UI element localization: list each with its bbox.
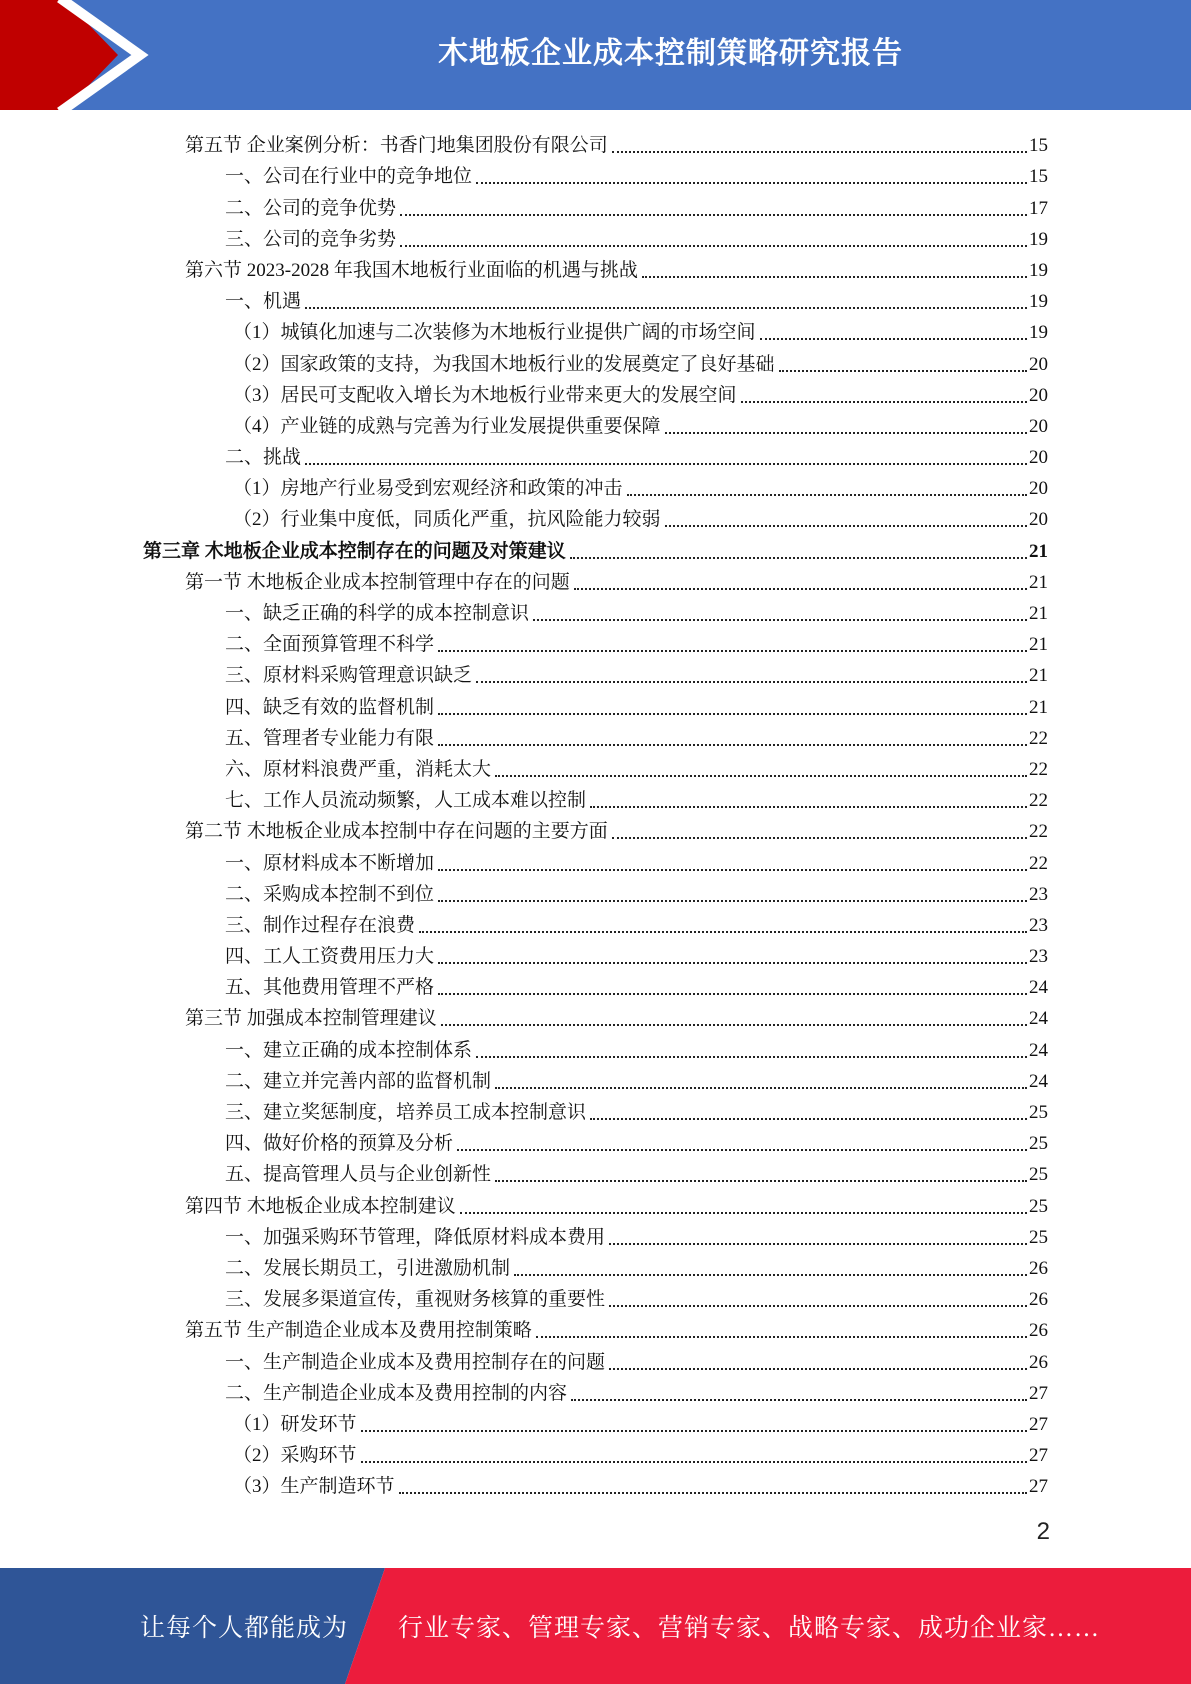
toc-dot-leader bbox=[609, 1368, 1027, 1370]
toc-dot-leader bbox=[495, 1087, 1027, 1089]
toc-dot-leader bbox=[665, 432, 1027, 434]
toc-entry-page: 23 bbox=[1029, 946, 1048, 968]
toc-entry-title: 第六节 2023-2028 年我国木地板行业面临的机遇与挑战 bbox=[185, 259, 638, 281]
page-number: 2 bbox=[1036, 1518, 1050, 1545]
toc-entry-title: 一、加强采购环节管理，降低原材料成本费用 bbox=[225, 1226, 606, 1248]
toc-entry[interactable] bbox=[143, 190, 1048, 221]
toc-dot-leader bbox=[305, 463, 1027, 465]
toc-entry-page: 25 bbox=[1029, 1195, 1048, 1217]
toc-entry-title: 第四节 木地板企业成本控制建议 bbox=[185, 1195, 456, 1217]
toc-dot-leader bbox=[665, 525, 1027, 527]
toc-entry-title: 一、机遇 bbox=[225, 291, 302, 313]
toc-dot-leader bbox=[609, 1243, 1027, 1245]
toc-entry[interactable] bbox=[143, 1126, 1048, 1157]
toc-dot-leader bbox=[779, 370, 1027, 372]
toc-entry-page: 25 bbox=[1029, 1226, 1048, 1248]
toc-entry[interactable] bbox=[143, 533, 1048, 564]
toc-entry[interactable] bbox=[143, 1095, 1048, 1126]
toc-entry[interactable] bbox=[143, 783, 1048, 814]
toc-dot-leader bbox=[438, 744, 1027, 746]
toc-entry-title: 三、公司的竞争劣势 bbox=[225, 228, 397, 250]
toc-entry-page: 26 bbox=[1029, 1289, 1048, 1311]
report-title: 木地板企业成本控制策略研究报告 bbox=[438, 36, 903, 71]
toc-dot-leader bbox=[361, 1461, 1027, 1463]
toc-entry[interactable] bbox=[143, 315, 1048, 346]
toc-entry-page: 20 bbox=[1029, 509, 1048, 531]
toc-entry[interactable] bbox=[143, 658, 1048, 689]
toc-entry-page: 21 bbox=[1029, 634, 1048, 656]
toc-entry[interactable] bbox=[143, 409, 1048, 440]
toc-entry-title: （3）生产制造环节 bbox=[233, 1476, 395, 1498]
toc-entry-page: 23 bbox=[1029, 914, 1048, 936]
toc-dot-leader bbox=[438, 713, 1027, 715]
toc-entry-title: 一、公司在行业中的竞争地位 bbox=[225, 166, 473, 188]
toc-entry-title: 二、全面预算管理不科学 bbox=[225, 634, 435, 656]
toc-entry-title: 一、原材料成本不断增加 bbox=[225, 852, 435, 874]
toc-entry-title: 三、制作过程存在浪费 bbox=[225, 914, 416, 936]
toc-entry-title: 二、发展长期员工，引进激励机制 bbox=[225, 1257, 511, 1279]
toc-entry-page: 23 bbox=[1029, 883, 1048, 905]
toc-entry[interactable] bbox=[143, 908, 1048, 939]
toc-dot-leader bbox=[460, 1212, 1027, 1214]
toc-entry-title: （2）行业集中度低，同质化严重，抗风险能力较弱 bbox=[233, 509, 661, 531]
toc-dot-leader bbox=[574, 588, 1027, 590]
toc-entry-page: 24 bbox=[1029, 977, 1048, 999]
toc-entry-title: 三、原材料采购管理意识缺乏 bbox=[225, 665, 473, 687]
toc-dot-leader bbox=[612, 837, 1027, 839]
toc-entry-title: 四、做好价格的预算及分析 bbox=[225, 1133, 454, 1155]
toc-entry[interactable] bbox=[143, 689, 1048, 720]
toc-dot-leader bbox=[441, 1024, 1027, 1026]
toc-entry-title: 第二节 木地板企业成本控制中存在问题的主要方面 bbox=[185, 821, 608, 843]
toc-dot-leader bbox=[400, 214, 1027, 216]
toc-dot-leader bbox=[457, 1149, 1027, 1151]
toc-entry[interactable] bbox=[143, 939, 1048, 970]
toc-dot-leader bbox=[438, 869, 1027, 871]
toc-entry[interactable] bbox=[143, 253, 1048, 284]
toc-entry[interactable] bbox=[143, 1438, 1048, 1469]
toc-dot-leader bbox=[399, 1492, 1027, 1494]
toc-entry-page: 15 bbox=[1029, 166, 1048, 188]
toc-entry-title: 五、提高管理人员与企业创新性 bbox=[225, 1164, 492, 1186]
toc-dot-leader bbox=[514, 1274, 1027, 1276]
toc-dot-leader bbox=[438, 900, 1027, 902]
toc-entry[interactable] bbox=[143, 128, 1048, 159]
toc-dot-leader bbox=[400, 245, 1027, 247]
toc-entry-title: 第五节 生产制造企业成本及费用控制策略 bbox=[185, 1320, 532, 1342]
toc-dot-leader bbox=[305, 307, 1027, 309]
toc-entry-page: 22 bbox=[1029, 727, 1048, 749]
header-banner bbox=[0, 0, 1191, 110]
toc-entry-title: 第一节 木地板企业成本控制管理中存在的问题 bbox=[185, 571, 570, 593]
toc-entry[interactable] bbox=[143, 1344, 1048, 1375]
toc-entry-page: 25 bbox=[1029, 1102, 1048, 1123]
toc-dot-leader bbox=[741, 401, 1027, 403]
toc-entry-page: 21 bbox=[1029, 696, 1048, 718]
toc-dot-leader bbox=[760, 338, 1027, 340]
toc-entry-page: 20 bbox=[1029, 415, 1048, 437]
toc-entry-page: 27 bbox=[1029, 1413, 1048, 1435]
toc-entry-page: 24 bbox=[1029, 1039, 1048, 1061]
toc-entry-page: 20 bbox=[1029, 447, 1048, 469]
toc-entry-page: 22 bbox=[1029, 821, 1048, 843]
toc-entry-title: 一、生产制造企业成本及费用控制存在的问题 bbox=[225, 1351, 606, 1373]
toc-dot-leader bbox=[570, 557, 1027, 559]
toc-entry[interactable] bbox=[143, 1282, 1048, 1313]
toc-entry-page: 25 bbox=[1029, 1164, 1048, 1186]
toc-dot-leader bbox=[533, 619, 1027, 621]
toc-entry-title: （1）房地产行业易受到宏观经济和政策的冲击 bbox=[233, 478, 623, 500]
toc-entry-page: 19 bbox=[1029, 291, 1048, 313]
toc-entry[interactable] bbox=[143, 159, 1048, 190]
toc-entry-title: 第五节 企业案例分析：书香门地集团股份有限公司 bbox=[185, 135, 608, 157]
toc-dot-leader bbox=[438, 650, 1027, 652]
toc-entry[interactable] bbox=[143, 565, 1048, 596]
toc-dot-leader bbox=[627, 494, 1027, 496]
toc-entry-title: （3）居民可支配收入增长为木地板行业带来更大的发展空间 bbox=[233, 384, 737, 406]
toc-entry-title: （4）产业链的成熟与完善为行业发展提供重要保障 bbox=[233, 415, 661, 437]
toc-entry-title: 二、公司的竞争优势 bbox=[225, 197, 397, 219]
footer-banner bbox=[0, 1568, 1191, 1684]
toc-entry[interactable] bbox=[143, 1376, 1048, 1407]
toc-entry-title: 二、生产制造企业成本及费用控制的内容 bbox=[225, 1382, 568, 1404]
toc-entry-page: 21 bbox=[1029, 540, 1048, 562]
toc-entry-title: （2）采购环节 bbox=[233, 1445, 357, 1467]
toc-entry-page: 20 bbox=[1029, 384, 1048, 406]
toc-entry-page: 19 bbox=[1029, 228, 1048, 250]
toc-entry-title: （1）研发环节 bbox=[233, 1413, 357, 1435]
footer-slogan-left: 让每个人都能成为 bbox=[140, 1615, 349, 1642]
toc-entry-page: 27 bbox=[1029, 1476, 1048, 1498]
toc-entry[interactable] bbox=[143, 877, 1048, 908]
footer-slogan-right: 行业专家、管理专家、营销专家、战略专家、成功企业家…… bbox=[398, 1615, 1101, 1642]
toc-entry-title: 五、其他费用管理不严格 bbox=[225, 977, 435, 999]
toc-entry-page: 22 bbox=[1029, 790, 1048, 812]
toc-entry-title: 四、工人工资费用压力大 bbox=[225, 946, 435, 968]
toc-entry[interactable] bbox=[143, 1251, 1048, 1282]
toc-entry[interactable] bbox=[143, 440, 1048, 471]
toc-dot-leader bbox=[609, 1305, 1027, 1307]
toc-entry[interactable] bbox=[143, 502, 1048, 533]
toc-entry-page: 26 bbox=[1029, 1320, 1048, 1342]
toc-entry[interactable] bbox=[143, 1188, 1048, 1219]
toc-dot-leader bbox=[476, 1056, 1027, 1058]
toc-entry-page: 21 bbox=[1029, 603, 1048, 624]
toc-entry-page: 20 bbox=[1029, 478, 1048, 500]
toc-entry-page: 20 bbox=[1029, 353, 1048, 375]
toc-entry[interactable] bbox=[143, 627, 1048, 658]
toc-entry-title: （2）国家政策的支持，为我国木地板行业的发展奠定了良好基础 bbox=[233, 353, 775, 375]
toc-entry-page: 24 bbox=[1029, 1008, 1048, 1030]
toc-entry-title: 一、缺乏正确的科学的成本控制意识 bbox=[225, 603, 530, 624]
toc-dot-leader bbox=[536, 1336, 1027, 1338]
toc-entry-page: 26 bbox=[1029, 1257, 1048, 1279]
toc-entry-title: 五、管理者专业能力有限 bbox=[225, 727, 435, 749]
toc-entry-title: 三、建立奖惩制度，培养员工成本控制意识 bbox=[225, 1102, 587, 1123]
toc-entry-title: （1）城镇化加速与二次装修为木地板行业提供广阔的市场空间 bbox=[233, 322, 756, 344]
toc-entry[interactable] bbox=[143, 752, 1048, 783]
toc-entry-title: 一、建立正确的成本控制体系 bbox=[225, 1039, 473, 1061]
toc-dot-leader bbox=[642, 276, 1027, 278]
toc-entry[interactable] bbox=[143, 845, 1048, 876]
toc-entry-title: 四、缺乏有效的监督机制 bbox=[225, 696, 435, 718]
toc-entry-page: 22 bbox=[1029, 758, 1048, 780]
toc-entry-page: 19 bbox=[1029, 259, 1048, 281]
toc-dot-leader bbox=[419, 931, 1027, 933]
toc-entry-title: 二、采购成本控制不到位 bbox=[225, 883, 435, 905]
toc-entry[interactable] bbox=[143, 1064, 1048, 1095]
toc-dot-leader bbox=[590, 1118, 1027, 1120]
toc-entry-page: 21 bbox=[1029, 571, 1048, 593]
toc-entry-page: 27 bbox=[1029, 1382, 1048, 1404]
toc-entry[interactable] bbox=[143, 1001, 1048, 1032]
toc-entry[interactable] bbox=[143, 471, 1048, 502]
toc-entry-title: 第三章 木地板企业成本控制存在的问题及对策建议 bbox=[143, 540, 566, 562]
header-arrow-decoration bbox=[0, 0, 160, 110]
toc-entry-title: 三、发展多渠道宣传，重视财务核算的重要性 bbox=[225, 1289, 606, 1311]
toc-entry[interactable] bbox=[143, 1220, 1048, 1251]
toc-entry[interactable] bbox=[143, 814, 1048, 845]
toc-entry-page: 17 bbox=[1029, 197, 1048, 219]
toc-entry[interactable] bbox=[143, 721, 1048, 752]
toc-entry[interactable] bbox=[143, 596, 1048, 627]
toc-entry-page: 19 bbox=[1029, 322, 1048, 344]
table-of-contents bbox=[143, 128, 1048, 1500]
toc-dot-leader bbox=[495, 1180, 1027, 1182]
toc-entry[interactable] bbox=[143, 1407, 1048, 1438]
toc-entry[interactable] bbox=[143, 1032, 1048, 1063]
toc-entry[interactable] bbox=[143, 222, 1048, 253]
toc-dot-leader bbox=[571, 1399, 1027, 1401]
toc-dot-leader bbox=[438, 962, 1027, 964]
toc-entry[interactable] bbox=[143, 970, 1048, 1001]
toc-dot-leader bbox=[612, 151, 1027, 153]
toc-entry-page: 25 bbox=[1029, 1133, 1048, 1155]
toc-entry-page: 24 bbox=[1029, 1070, 1048, 1092]
toc-entry-page: 22 bbox=[1029, 852, 1048, 874]
toc-dot-leader bbox=[438, 993, 1027, 995]
toc-entry[interactable] bbox=[143, 1313, 1048, 1344]
toc-entry[interactable] bbox=[143, 284, 1048, 315]
toc-entry-title: 七、工作人员流动频繁，人工成本难以控制 bbox=[225, 790, 587, 812]
toc-dot-leader bbox=[361, 1430, 1027, 1432]
toc-entry[interactable] bbox=[143, 346, 1048, 377]
toc-entry-title: 第三节 加强成本控制管理建议 bbox=[185, 1008, 437, 1030]
toc-entry-page: 27 bbox=[1029, 1445, 1048, 1467]
toc-entry[interactable] bbox=[143, 378, 1048, 409]
toc-entry-page: 15 bbox=[1029, 135, 1048, 157]
toc-entry-page: 26 bbox=[1029, 1351, 1048, 1373]
toc-entry-page: 21 bbox=[1029, 665, 1048, 687]
toc-dot-leader bbox=[476, 182, 1027, 184]
toc-entry-title: 六、原材料浪费严重，消耗太大 bbox=[225, 758, 492, 780]
toc-dot-leader bbox=[590, 806, 1027, 808]
toc-dot-leader bbox=[495, 775, 1027, 777]
toc-entry[interactable] bbox=[143, 1157, 1048, 1188]
toc-entry[interactable] bbox=[143, 1469, 1048, 1500]
toc-entry-title: 二、建立并完善内部的监督机制 bbox=[225, 1070, 492, 1092]
toc-dot-leader bbox=[476, 681, 1027, 683]
toc-entry-title: 二、挑战 bbox=[225, 447, 302, 469]
